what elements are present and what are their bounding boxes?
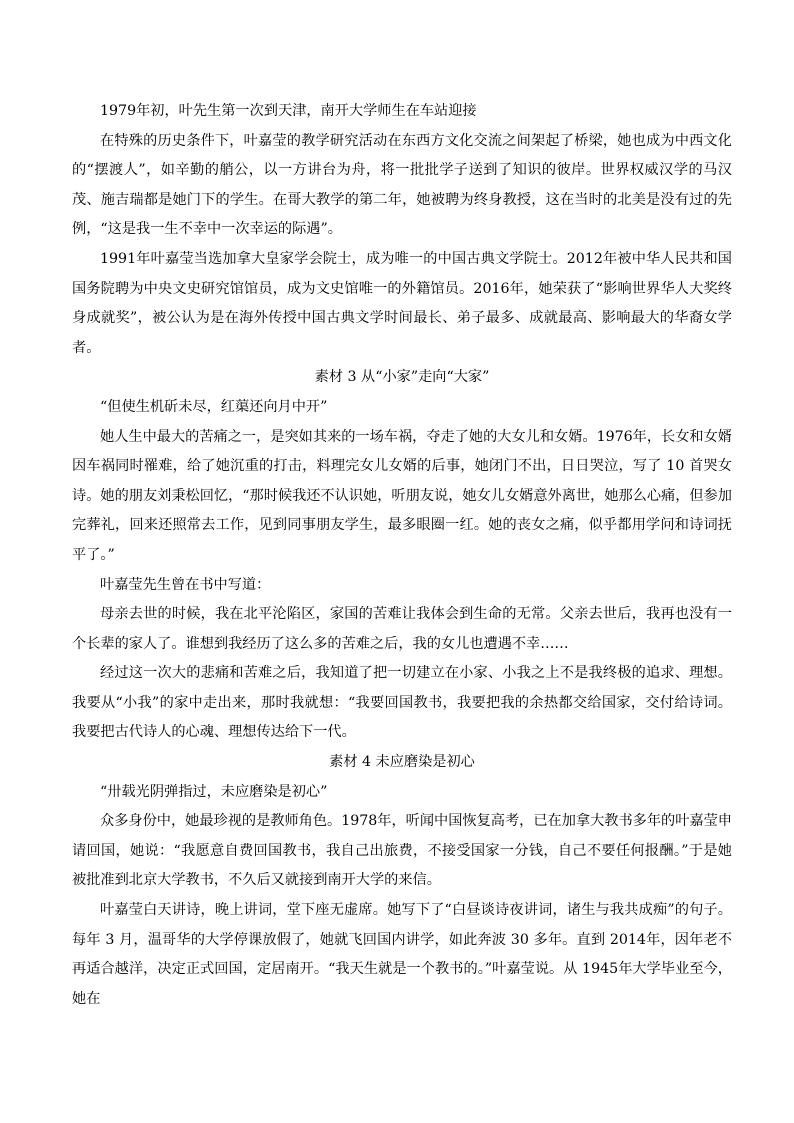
paragraph-teacher: 众多身份中，她最珍视的是教师角色。1978年，听闻中国恢复高考，已在加拿大教书多年的叶嘉莹申请回国，她说：“我愿意自费回国教书，我自己出旅费，不接受国家一分钱，自己不要任何报酬。”于是她被批准到北京大学教书，不久后又就接到南开大学的来信。 [72,813,732,889]
photo-caption: 1979年初，叶先生第一次到天津，南开大学师生在车站迎接 [100,103,477,119]
document-body [72,97,732,1014]
paragraph-academician: 1991年叶嘉莹当选加拿大皇家学会院士，成为唯一的中国古典文学院士。2012年被中华人民共和国国务院聘为中央文史研究馆馆员，成为文史馆唯一的外籍馆员。2016年，她荣获了“影响世界华人大奖终身成就奖”，被公认为是在海外传授中国古典文学时间最长、弟子最多、成就最高、影响最大的华裔女学者。 [72,250,732,356]
section-heading-3: 素材 3 从“小家”走向“大家” [314,369,490,386]
section-heading-4: 素材 4 未应磨染是初心 [329,754,475,771]
paragraph-bridge: 在特殊的历史条件下，叶嘉莹的教学研究活动在东西方文化交流之间架起了桥梁，她也成为中西文化的“摆渡人”，如辛勤的艄公，以一方讲台为舟，将一批批学子送到了知识的彼岸。世界权威汉学的马汉茂、施吉瑞都是她门下的学生。在哥大教学的第二年，她被聘为终身教授，这在当时的北美是没有过的先例，“这是我一生不幸中一次幸运的际遇”。 [72,132,732,238]
paragraph-resolve: 经过这一次大的悲痛和苦难之后，我知道了把一切建立在小家、小我之上不是我终极的追求、理想。我要从“小我”的家中走出来，那时我就想：“我要回国教书，我要把我的余热都交给国家，交付给诗词。我要把古代诗人的心魂、理想传达给下一代。 [72,665,732,741]
paragraph-book-quote: 母亲去世的时候，我在北平沦陷区，家国的苦难让我体会到生命的无常。父亲去世后，我再也没有一个长辈的家人了。谁想到我经历了这么多的苦难之后，我的女儿也遭遇不幸…… [72,606,732,652]
paragraph-lectures: 叶嘉莹白天讲诗，晚上讲词，堂下座无虚席。她写下了“白昼谈诗夜讲词，诸生与我共成痴”的句子。每年 3 月，温哥华的大学停课放假了，她就飞回国内讲学，如此奔波 30 多年。直到 2014年，因年老不再适合越洋，决定正式回国，定居南开。“我天生就是一个教书的。”叶嘉莹说。从 1945年大学毕业至今，她在 [72,902,732,1007]
paragraph-book-intro: 叶嘉莹先生曾在书中写道： [100,576,271,593]
poem-quote-2: “卅载光阴弹指过，未应磨染是初心” [100,783,328,800]
poem-quote-1: “但使生机斫未尽，红蕖还向月中开” [100,398,328,415]
paragraph-accident: 她人生中最大的苦痛之一，是突如其来的一场车祸，夺走了她的大女儿和女婿。1976年，长女和女婿因车祸同时罹难，给了她沉重的打击，料理完女儿女婿的后事，她闭门不出，日日哭泣，写了 10 首哭女诗。她的朋友刘秉松回忆，“那时候我还不认识她，听朋友说，她女儿女婿意外离世，她那么心痛，但参加完葬礼，回来还照常去工作，见到同事朋友学生，最多眼圈一红。她的丧女之痛，似乎都用学问和诗词抚平了。” [72,428,732,563]
